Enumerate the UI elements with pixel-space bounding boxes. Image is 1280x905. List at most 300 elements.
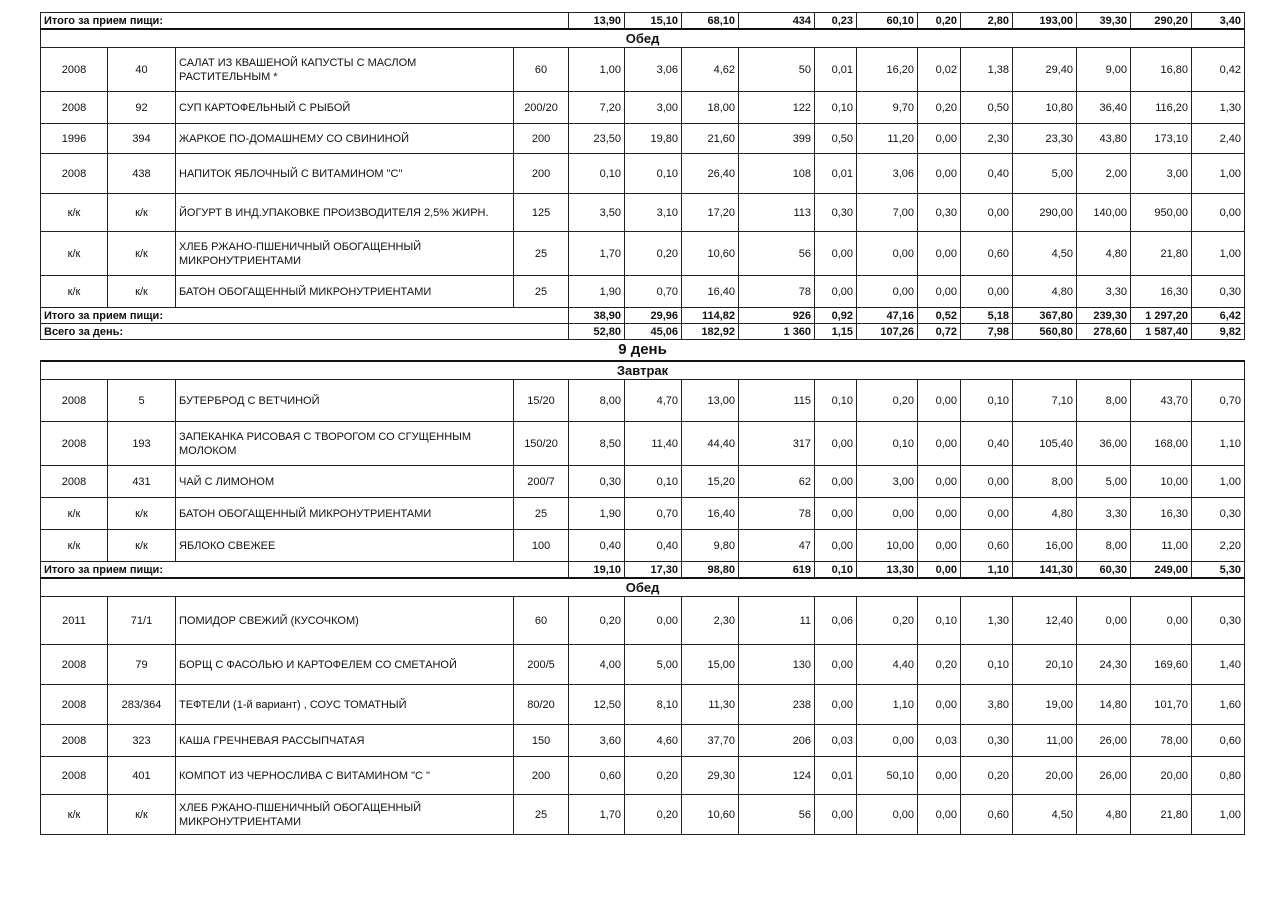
nutrient-value: 4,80 — [1013, 276, 1077, 308]
nutrient-value: 0,70 — [1192, 380, 1245, 422]
nutrient-value: 2,40 — [1192, 124, 1245, 154]
nutrient-value: 3,06 — [857, 154, 918, 194]
dish-year: к/к — [41, 795, 108, 835]
dish-name: БОРЩ С ФАСОЛЬЮ И КАРТОФЕЛЕМ СО СМЕТАНОЙ — [176, 645, 514, 685]
nutrient-value: 0,10 — [961, 645, 1013, 685]
dish-year: 2008 — [41, 725, 108, 757]
total-value: 2,80 — [961, 13, 1013, 30]
day-title: 9 день — [618, 341, 667, 358]
nutrient-value: 0,20 — [569, 597, 625, 645]
total-value: 0,10 — [815, 562, 857, 579]
nutrient-value: 0,00 — [1077, 597, 1131, 645]
nutrient-value: 2,00 — [1077, 154, 1131, 194]
nutrient-value: 21,80 — [1131, 232, 1192, 276]
nutrient-value: 0,00 — [815, 422, 857, 466]
nutrient-value: 20,00 — [1013, 757, 1077, 795]
dish-name: БАТОН ОБОГАЩЕННЫЙ МИКРОНУТРИЕНТАМИ — [176, 276, 514, 308]
recipe-number: к/к — [108, 530, 176, 562]
nutrient-value: 173,10 — [1131, 124, 1192, 154]
nutrient-value: 0,00 — [918, 685, 961, 725]
nutrient-value: 4,80 — [1077, 232, 1131, 276]
menu-table — [40, 12, 1245, 835]
nutrient-value: 15,20 — [682, 466, 739, 498]
portion-size: 80/20 — [514, 685, 569, 725]
nutrient-value: 1,30 — [1192, 92, 1245, 124]
dish-row — [41, 92, 1245, 124]
nutrient-value: 101,70 — [1131, 685, 1192, 725]
nutrient-value: 0,00 — [918, 422, 961, 466]
dish-name: БУТЕРБРОД С ВЕТЧИНОЙ — [176, 380, 514, 422]
nutrient-value: 1,00 — [1192, 795, 1245, 835]
dish-name: БАТОН ОБОГАЩЕННЫЙ МИКРОНУТРИЕНТАМИ — [176, 498, 514, 530]
total-value: 1,10 — [961, 562, 1013, 579]
recipe-number: 5 — [108, 380, 176, 422]
total-value: 0,23 — [815, 13, 857, 30]
dish-year: 2008 — [41, 645, 108, 685]
total-value: 9,82 — [1192, 324, 1245, 340]
nutrient-value: 399 — [739, 124, 815, 154]
dish-year: 2008 — [41, 422, 108, 466]
nutrient-value: 4,80 — [1013, 498, 1077, 530]
nutrient-value: 0,40 — [625, 530, 682, 562]
total-value: 239,30 — [1077, 308, 1131, 324]
nutrient-value: 0,20 — [857, 380, 918, 422]
total-value: 0,52 — [918, 308, 961, 324]
nutrient-value: 36,40 — [1077, 92, 1131, 124]
total-value: 5,18 — [961, 308, 1013, 324]
recipe-number: 323 — [108, 725, 176, 757]
nutrient-value: 1,10 — [857, 685, 918, 725]
nutrient-value: 5,00 — [1013, 154, 1077, 194]
nutrient-value: 21,80 — [1131, 795, 1192, 835]
nutrient-value: 0,00 — [625, 597, 682, 645]
total-value: 290,20 — [1131, 13, 1192, 30]
portion-size: 25 — [514, 276, 569, 308]
dish-name: ЙОГУРТ В ИНД.УПАКОВКЕ ПРОИЗВОДИТЕЛЯ 2,5% ЖИРН. — [176, 194, 514, 232]
dish-row — [41, 48, 1245, 92]
portion-size: 25 — [514, 498, 569, 530]
nutrient-value: 11 — [739, 597, 815, 645]
meal-section-header — [41, 578, 1245, 597]
nutrient-value: 0,00 — [918, 380, 961, 422]
nutrient-value: 24,30 — [1077, 645, 1131, 685]
nutrient-value: 7,10 — [1013, 380, 1077, 422]
total-value: 193,00 — [1013, 13, 1077, 30]
total-value: 7,98 — [961, 324, 1013, 340]
recipe-number: к/к — [108, 194, 176, 232]
nutrient-value: 0,00 — [918, 498, 961, 530]
total-value: 278,60 — [1077, 324, 1131, 340]
dish-row — [41, 232, 1245, 276]
recipe-number: 92 — [108, 92, 176, 124]
nutrient-value: 0,00 — [918, 276, 961, 308]
nutrient-value: 0,10 — [815, 380, 857, 422]
portion-size: 15/20 — [514, 380, 569, 422]
nutrient-value: 0,00 — [1131, 597, 1192, 645]
nutrient-value: 0,10 — [857, 422, 918, 466]
nutrient-value: 238 — [739, 685, 815, 725]
dish-name: НАПИТОК ЯБЛОЧНЫЙ С ВИТАМИНОМ "С" — [176, 154, 514, 194]
nutrient-value: 290,00 — [1013, 194, 1077, 232]
portion-size: 25 — [514, 232, 569, 276]
nutrient-value: 0,42 — [1192, 48, 1245, 92]
nutrient-value: 0,03 — [918, 725, 961, 757]
nutrient-value: 1,70 — [569, 795, 625, 835]
nutrient-value: 3,80 — [961, 685, 1013, 725]
dish-row — [41, 530, 1245, 562]
nutrient-value: 8,10 — [625, 685, 682, 725]
dish-year: 2008 — [41, 380, 108, 422]
nutrient-value: 62 — [739, 466, 815, 498]
nutrient-value: 16,30 — [1131, 498, 1192, 530]
nutrient-value: 116,20 — [1131, 92, 1192, 124]
nutrient-value: 9,70 — [857, 92, 918, 124]
total-value: 1 297,20 — [1131, 308, 1192, 324]
recipe-number: 401 — [108, 757, 176, 795]
nutrient-value: 0,00 — [857, 276, 918, 308]
nutrient-value: 0,40 — [569, 530, 625, 562]
nutrient-value: 0,20 — [625, 232, 682, 276]
dish-year: 2008 — [41, 757, 108, 795]
dish-year: 2008 — [41, 92, 108, 124]
nutrient-value: 36,00 — [1077, 422, 1131, 466]
portion-size: 200 — [514, 124, 569, 154]
dish-name: ТЕФТЕЛИ (1-й вариант) , СОУС ТОМАТНЫЙ — [176, 685, 514, 725]
nutrient-value: 26,00 — [1077, 725, 1131, 757]
nutrient-value: 11,20 — [857, 124, 918, 154]
nutrient-value: 9,80 — [682, 530, 739, 562]
nutrient-value: 56 — [739, 795, 815, 835]
total-value: 47,16 — [857, 308, 918, 324]
nutrient-value: 5,00 — [1077, 466, 1131, 498]
nutrient-value: 1,70 — [569, 232, 625, 276]
recipe-number: к/к — [108, 498, 176, 530]
portion-size: 125 — [514, 194, 569, 232]
total-value: 1,15 — [815, 324, 857, 340]
total-value: 19,10 — [569, 562, 625, 579]
nutrient-value: 3,30 — [1077, 498, 1131, 530]
nutrient-value: 5,00 — [625, 645, 682, 685]
total-value: 107,26 — [857, 324, 918, 340]
nutrient-value: 0,06 — [815, 597, 857, 645]
portion-size: 25 — [514, 795, 569, 835]
meal-section-header — [41, 361, 1245, 380]
nutrient-value: 11,00 — [1131, 530, 1192, 562]
total-value: 114,82 — [682, 308, 739, 324]
nutrient-value: 20,00 — [1131, 757, 1192, 795]
nutrient-value: 0,30 — [815, 194, 857, 232]
portion-size: 200/7 — [514, 466, 569, 498]
nutrient-value: 8,00 — [1077, 380, 1131, 422]
nutrient-value: 0,00 — [961, 498, 1013, 530]
total-value: 5,30 — [1192, 562, 1245, 579]
nutrient-value: 0,00 — [918, 124, 961, 154]
dish-row — [41, 124, 1245, 154]
recipe-number: 438 — [108, 154, 176, 194]
nutrient-value: 115 — [739, 380, 815, 422]
total-value: 38,90 — [569, 308, 625, 324]
meal-total-row — [41, 324, 1245, 340]
dish-year: 2008 — [41, 685, 108, 725]
total-value: 0,92 — [815, 308, 857, 324]
total-value: 68,10 — [682, 13, 739, 30]
total-value: 0,00 — [918, 562, 961, 579]
portion-size: 100 — [514, 530, 569, 562]
dish-name: ЗАПЕКАНКА РИСОВАЯ С ТВОРОГОМ СО СГУЩЕННЫМ МОЛОКОМ — [176, 422, 514, 466]
nutrient-value: 0,00 — [857, 725, 918, 757]
nutrient-value: 3,00 — [1131, 154, 1192, 194]
nutrient-value: 4,00 — [569, 645, 625, 685]
nutrient-value: 17,20 — [682, 194, 739, 232]
total-label: Итого за прием пищи: — [41, 13, 569, 30]
total-value: 29,96 — [625, 308, 682, 324]
nutrient-value: 0,10 — [815, 92, 857, 124]
nutrient-value: 43,70 — [1131, 380, 1192, 422]
nutrient-value: 7,20 — [569, 92, 625, 124]
recipe-number: к/к — [108, 232, 176, 276]
recipe-number: 394 — [108, 124, 176, 154]
nutrient-value: 0,00 — [918, 530, 961, 562]
nutrient-value: 37,70 — [682, 725, 739, 757]
nutrient-value: 206 — [739, 725, 815, 757]
nutrient-value: 0,00 — [918, 466, 961, 498]
nutrient-value: 18,00 — [682, 92, 739, 124]
nutrient-value: 0,60 — [961, 795, 1013, 835]
meal-title: Обед — [41, 29, 1245, 48]
nutrient-value: 14,80 — [1077, 685, 1131, 725]
nutrient-value: 4,60 — [625, 725, 682, 757]
nutrient-value: 4,50 — [1013, 795, 1077, 835]
dish-year: 1996 — [41, 124, 108, 154]
dish-row — [41, 685, 1245, 725]
portion-size: 150/20 — [514, 422, 569, 466]
nutrient-value: 0,40 — [961, 422, 1013, 466]
nutrient-value: 1,00 — [1192, 154, 1245, 194]
total-label: Итого за прием пищи: — [41, 308, 569, 324]
nutrient-value: 0,20 — [918, 92, 961, 124]
nutrient-value: 9,00 — [1077, 48, 1131, 92]
dish-row — [41, 795, 1245, 835]
nutrient-value: 0,30 — [1192, 276, 1245, 308]
nutrient-value: 0,00 — [815, 276, 857, 308]
nutrient-value: 3,00 — [625, 92, 682, 124]
nutrient-value: 11,30 — [682, 685, 739, 725]
nutrient-value: 0,70 — [625, 498, 682, 530]
portion-size: 200 — [514, 154, 569, 194]
nutrient-value: 1,30 — [961, 597, 1013, 645]
nutrient-value: 26,00 — [1077, 757, 1131, 795]
total-label: Всего за день: — [41, 324, 569, 340]
dish-name: ПОМИДОР СВЕЖИЙ (КУСОЧКОМ) — [176, 597, 514, 645]
nutrient-value: 3,10 — [625, 194, 682, 232]
dish-row — [41, 276, 1245, 308]
dish-year: 2011 — [41, 597, 108, 645]
meal-total-row — [41, 562, 1245, 579]
total-value: 3,40 — [1192, 13, 1245, 30]
nutrient-value: 0,20 — [625, 757, 682, 795]
total-value: 98,80 — [682, 562, 739, 579]
nutrient-value: 4,62 — [682, 48, 739, 92]
nutrient-value: 0,60 — [569, 757, 625, 795]
nutrient-value: 0,00 — [961, 194, 1013, 232]
nutrient-value: 4,80 — [1077, 795, 1131, 835]
dish-row — [41, 597, 1245, 645]
portion-size: 60 — [514, 597, 569, 645]
recipe-number: к/к — [108, 276, 176, 308]
nutrient-value: 168,00 — [1131, 422, 1192, 466]
total-value: 0,72 — [918, 324, 961, 340]
nutrient-value: 4,70 — [625, 380, 682, 422]
nutrient-value: 0,60 — [961, 232, 1013, 276]
nutrient-value: 113 — [739, 194, 815, 232]
total-value: 434 — [739, 13, 815, 30]
nutrient-value: 105,40 — [1013, 422, 1077, 466]
nutrient-value: 10,00 — [1131, 466, 1192, 498]
total-value: 249,00 — [1131, 562, 1192, 579]
nutrient-value: 0,00 — [857, 795, 918, 835]
nutrient-value: 1,00 — [1192, 232, 1245, 276]
nutrient-value: 11,00 — [1013, 725, 1077, 757]
nutrient-value: 12,50 — [569, 685, 625, 725]
meal-section-header — [41, 29, 1245, 48]
nutrient-value: 0,10 — [625, 466, 682, 498]
nutrient-value: 3,00 — [857, 466, 918, 498]
nutrient-value: 0,20 — [918, 645, 961, 685]
total-value: 0,20 — [918, 13, 961, 30]
nutrient-value: 0,10 — [918, 597, 961, 645]
total-value: 60,10 — [857, 13, 918, 30]
nutrient-value: 2,30 — [682, 597, 739, 645]
total-value: 39,30 — [1077, 13, 1131, 30]
nutrient-value: 0,50 — [815, 124, 857, 154]
recipe-number: 283/364 — [108, 685, 176, 725]
total-value: 367,80 — [1013, 308, 1077, 324]
nutrient-value: 0,00 — [815, 685, 857, 725]
nutrient-value: 13,00 — [682, 380, 739, 422]
nutrient-value: 0,01 — [815, 757, 857, 795]
nutrient-value: 124 — [739, 757, 815, 795]
dish-year: 2008 — [41, 48, 108, 92]
nutrient-value: 0,00 — [815, 498, 857, 530]
nutrient-value: 3,06 — [625, 48, 682, 92]
nutrient-value: 0,00 — [857, 232, 918, 276]
nutrient-value: 0,10 — [625, 154, 682, 194]
nutrient-value: 122 — [739, 92, 815, 124]
nutrient-value: 19,00 — [1013, 685, 1077, 725]
nutrient-value: 0,00 — [1192, 194, 1245, 232]
nutrient-value: 0,30 — [961, 725, 1013, 757]
nutrient-value: 19,80 — [625, 124, 682, 154]
nutrient-value: 3,50 — [569, 194, 625, 232]
nutrient-value: 47 — [739, 530, 815, 562]
nutrient-value: 0,00 — [918, 232, 961, 276]
nutrient-value: 3,30 — [1077, 276, 1131, 308]
nutrient-value: 29,30 — [682, 757, 739, 795]
nutrient-value: 317 — [739, 422, 815, 466]
total-value: 15,10 — [625, 13, 682, 30]
dish-row — [41, 194, 1245, 232]
nutrient-value: 26,40 — [682, 154, 739, 194]
dish-name: СУП КАРТОФЕЛЬНЫЙ С РЫБОЙ — [176, 92, 514, 124]
nutrient-value: 0,00 — [815, 530, 857, 562]
nutrient-value: 16,30 — [1131, 276, 1192, 308]
nutrient-value: 16,20 — [857, 48, 918, 92]
nutrient-value: 3,60 — [569, 725, 625, 757]
recipe-number: 431 — [108, 466, 176, 498]
total-value: 560,80 — [1013, 324, 1077, 340]
nutrient-value: 1,90 — [569, 498, 625, 530]
nutrient-value: 0,00 — [961, 466, 1013, 498]
nutrient-value: 130 — [739, 645, 815, 685]
nutrient-value: 44,40 — [682, 422, 739, 466]
dish-name: ЯБЛОКО СВЕЖЕЕ — [176, 530, 514, 562]
nutrient-value: 10,60 — [682, 795, 739, 835]
nutrient-value: 1,00 — [569, 48, 625, 92]
nutrient-value: 0,00 — [857, 498, 918, 530]
dish-year: к/к — [41, 194, 108, 232]
dish-row — [41, 645, 1245, 685]
nutrient-value: 16,80 — [1131, 48, 1192, 92]
dish-year: 2008 — [41, 154, 108, 194]
nutrient-value: 950,00 — [1131, 194, 1192, 232]
dish-year: 2008 — [41, 466, 108, 498]
nutrient-value: 16,40 — [682, 498, 739, 530]
dish-year: к/к — [41, 498, 108, 530]
nutrient-value: 50 — [739, 48, 815, 92]
total-label: Итого за прием пищи: — [41, 562, 569, 579]
dish-name: САЛАТ ИЗ КВАШЕНОЙ КАПУСТЫ С МАСЛОМ РАСТИТЕЛЬНЫМ * — [176, 48, 514, 92]
day-header-row — [41, 340, 1245, 362]
dish-year: к/к — [41, 530, 108, 562]
nutrient-value: 23,30 — [1013, 124, 1077, 154]
nutrient-value: 0,20 — [625, 795, 682, 835]
total-value: 52,80 — [569, 324, 625, 340]
portion-size: 60 — [514, 48, 569, 92]
meal-title: Завтрак — [41, 361, 1245, 380]
nutrient-value: 10,60 — [682, 232, 739, 276]
nutrient-value: 0,60 — [961, 530, 1013, 562]
nutrient-value: 0,20 — [961, 757, 1013, 795]
nutrient-value: 1,00 — [1192, 466, 1245, 498]
dish-name: ХЛЕБ РЖАНО-ПШЕНИЧНЫЙ ОБОГАЩЕННЫЙ МИКРОНУТРИЕНТАМИ — [176, 795, 514, 835]
dish-year: к/к — [41, 232, 108, 276]
portion-size: 200/20 — [514, 92, 569, 124]
nutrient-value: 0,50 — [961, 92, 1013, 124]
nutrient-value: 0,00 — [961, 276, 1013, 308]
nutrient-value: 0,00 — [815, 645, 857, 685]
nutrient-value: 43,80 — [1077, 124, 1131, 154]
total-value: 1 360 — [739, 324, 815, 340]
menu-document — [40, 12, 1244, 835]
nutrient-value: 78 — [739, 276, 815, 308]
portion-size: 200/5 — [514, 645, 569, 685]
nutrient-value: 56 — [739, 232, 815, 276]
nutrient-value: 11,40 — [625, 422, 682, 466]
nutrient-value: 21,60 — [682, 124, 739, 154]
total-value: 141,30 — [1013, 562, 1077, 579]
nutrient-value: 4,50 — [1013, 232, 1077, 276]
nutrient-value: 78 — [739, 498, 815, 530]
nutrient-value: 2,20 — [1192, 530, 1245, 562]
recipe-number: 193 — [108, 422, 176, 466]
nutrient-value: 0,00 — [918, 795, 961, 835]
total-value: 13,30 — [857, 562, 918, 579]
nutrient-value: 0,00 — [815, 466, 857, 498]
nutrient-value: 23,50 — [569, 124, 625, 154]
nutrient-value: 15,00 — [682, 645, 739, 685]
nutrient-value: 169,60 — [1131, 645, 1192, 685]
nutrient-value: 29,40 — [1013, 48, 1077, 92]
